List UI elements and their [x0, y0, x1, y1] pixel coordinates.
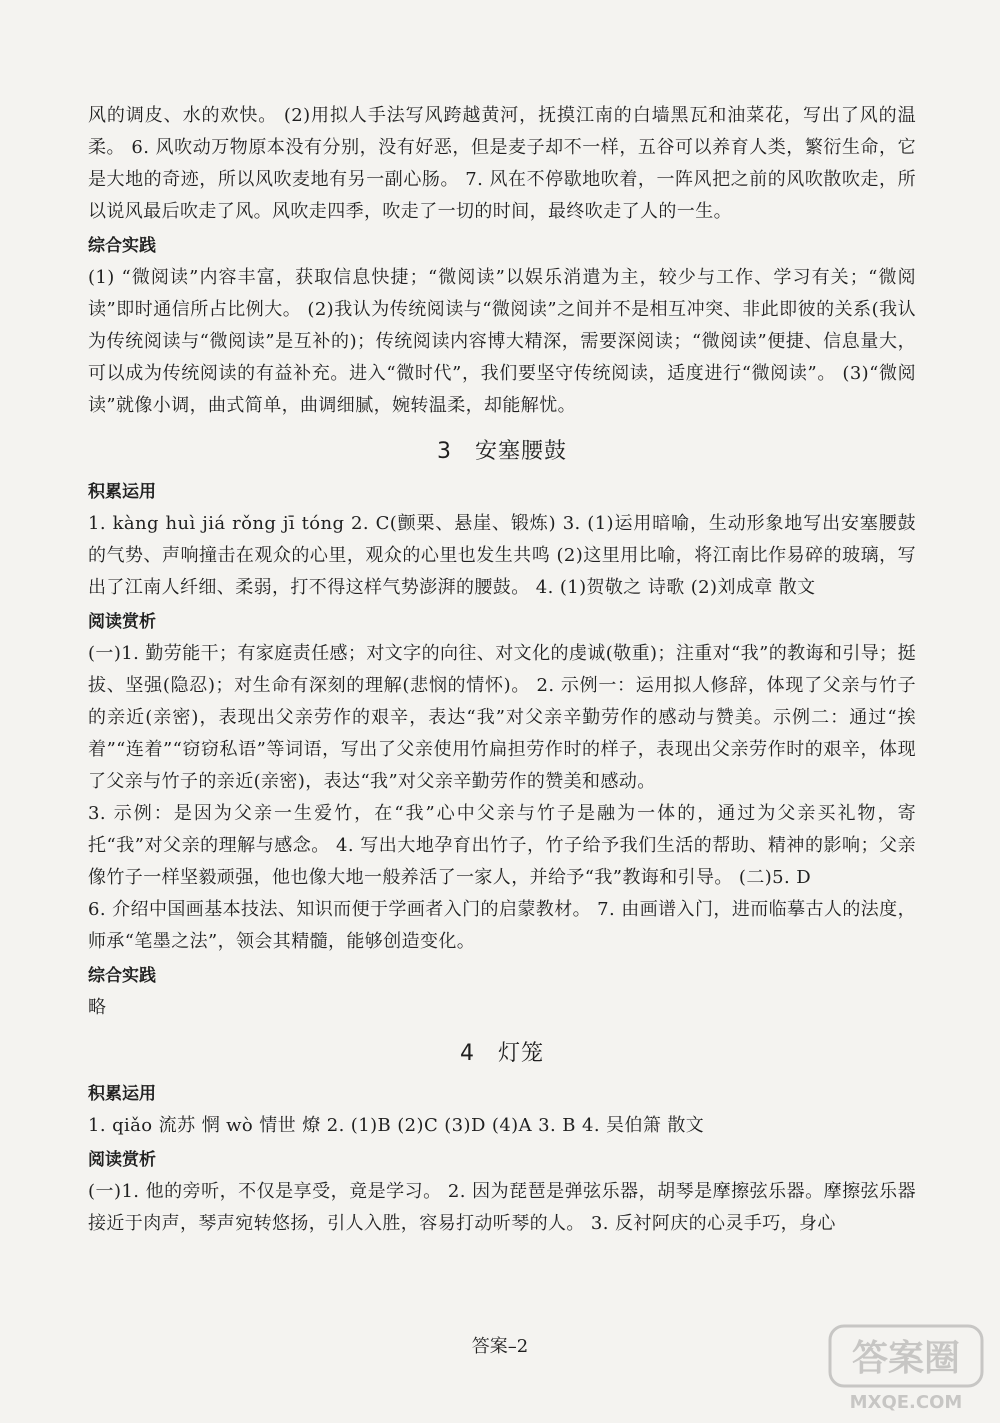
lesson-title: 4 灯笼	[460, 1041, 544, 1066]
paragraph: 3. 示例：是因为父亲一生爱竹，在“我”心中父亲与竹子是融为一体的，通过为父亲买礼物，寄托“我”对父亲的理解与感念。 4. 写出大地孕育出竹子，竹子给予我们生活的帮助、精神的影响；父亲像竹子一样坚毅顽强，他也像大地一般养活了一家人，并给予“我”教诲和引导。 (二)5. D	[88, 803, 916, 888]
watermark-cn: 答案圈	[851, 1338, 961, 1379]
answer-page-body	[88, 100, 916, 1240]
section-heading: 综合实践	[88, 966, 156, 986]
section-heading: 综合实践	[88, 236, 156, 256]
section-heading: 积累运用	[88, 1084, 156, 1104]
paragraph: 1. kàng huì jiá rǒng jī tóng 2. C(颤栗、悬崖、锻炼) 3. (1)运用暗喻，生动形象地写出安塞腰鼓的气势、声响撞击在观众的心里，观众的心里也发生共鸣 (2)这里用比喻，将江南比作易碎的玻璃，写出了江南人纤细、柔弱，打不得这样气势澎湃的腰鼓。 4. (1)贺敬之 诗歌 (2)刘成章 散文	[88, 513, 916, 598]
paragraph: 6. 介绍中国画基本技法、知识而便于学画者入门的启蒙教材。 7. 由画谱入门，进而临摹古人的法度，师承“笔墨之法”，领会其精髓，能够创造变化。	[88, 899, 916, 952]
section-heading: 阅读赏析	[88, 612, 156, 632]
paragraph: (1) “微阅读”内容丰富，获取信息快捷；“微阅读”以娱乐消遣为主，较少与工作、学习有关；“微阅读”即时通信所占比例大。 (2)我认为传统阅读与“微阅读”之间并不是相互冲突、非此即彼的关系(我认为传统阅读与“微阅读”是互补的)；传统阅读内容博大精深，需要深阅读；“微阅读”便捷、信息量大，可以成为传统阅读的有益补充。进入“微时代”，我们要坚守传统阅读，适度进行“微阅读”。 (3)“微阅读”就像小调，曲式简单，曲调细腻，婉转温柔，却能解忧。	[88, 267, 916, 416]
section-heading: 积累运用	[88, 482, 156, 502]
paragraph: 1. qiǎo 流苏 惘 wò 情世 燎 2. (1)B (2)C (3)D (4)A 3. B 4. 吴伯箫 散文	[88, 1115, 705, 1136]
watermark-logo-icon	[826, 1322, 986, 1414]
page-number: 答案–2	[471, 1336, 529, 1357]
lesson-title: 3 安塞腰鼓	[437, 439, 567, 464]
paragraph: (一)1. 他的旁听，不仅是享受，竟是学习。 2. 因为琵琶是弹弦乐器，胡琴是摩擦弦乐器。摩擦弦乐器接近于肉声，琴声宛转悠扬，引人入胜，容易打动听琴的人。 3. 反衬阿庆的心灵手巧，身心	[88, 1181, 916, 1234]
section-heading: 阅读赏析	[88, 1150, 156, 1170]
watermark-en: MXQE.COM	[849, 1392, 963, 1413]
paragraph: 略	[88, 997, 107, 1018]
paragraph: (一)1. 勤劳能干；有家庭责任感；对文字的向往、对文化的虔诚(敬重)；注重对“我”的教诲和引导；挺拔、坚强(隐忍)；对生命有深刻的理解(悲悯的情怀)。 2. 示例一：运用拟人修辞，体现了父亲与竹子的亲近(亲密)，表现出父亲劳作的艰辛，表达“我”对父亲辛勤劳作的感动与赞美。示例二：通过“挨着”“连着”“窃窃私语”等词语，写出了父亲使用竹扁担劳作时的样子，表现出父亲劳作时的艰辛，体现了父亲与竹子的亲近(亲密)，表达“我”对父亲辛勤劳作的赞美和感动。	[88, 643, 916, 792]
paragraph: 风的调皮、水的欢快。 (2)用拟人手法写风跨越黄河，抚摸江南的白墙黑瓦和油菜花，写出了风的温柔。 6. 风吹动万物原本没有分别，没有好恶，但是麦子却不一样，五谷可以养育人类，繁衍生命，它是大地的奇迹，所以风吹麦地有另一副心肠。 7. 风在不停歇地吹着，一阵风把之前的风吹散吹走，所以说风最后吹走了风。风吹走四季，吹走了一切的时间，最终吹走了人的一生。	[88, 105, 916, 222]
